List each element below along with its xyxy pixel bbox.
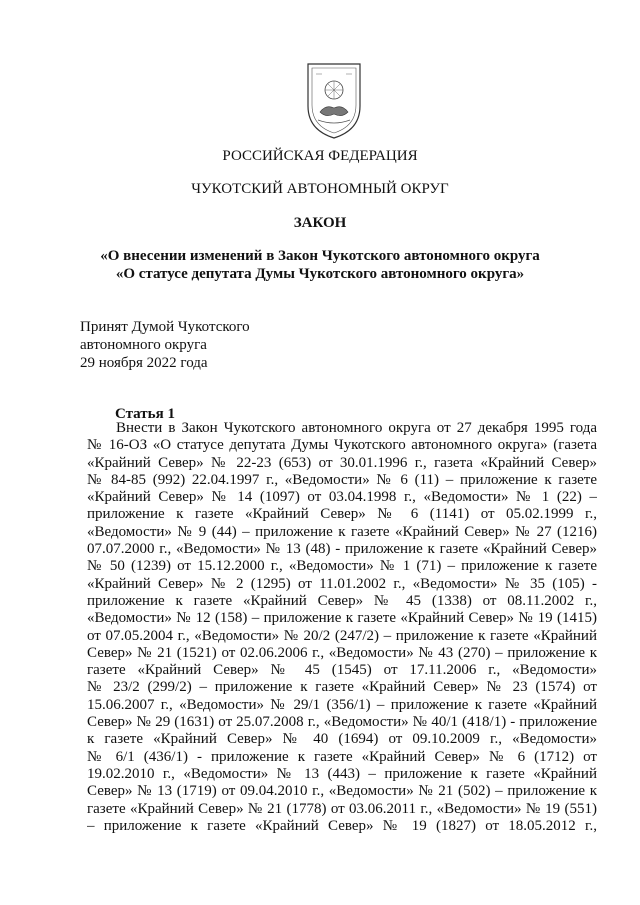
body-line: «Крайний Север» № 22-23 (653) от 30.01.1996 г., газета «Крайний Север» bbox=[87, 454, 597, 471]
body-line: № 84-85 (992) 22.04.1997 г., «Ведомости» № 6 (11) – приложение к газете bbox=[87, 471, 597, 488]
body-line: приложение к газете «Крайний Север» № 6 (1141) от 05.02.1999 г., bbox=[87, 506, 597, 523]
body-line: № 23/2 (299/2) – приложение к газете «Крайний Север» № 23 (1574) от bbox=[87, 679, 597, 696]
body-line: № 16-ОЗ «О статусе депутата Думы Чукотского автономного округа» (газета bbox=[87, 437, 597, 454]
body-line: 15.06.2007 г., «Ведомости» № 29/1 (356/1) – приложение к газете «Крайний bbox=[87, 696, 597, 713]
law-title bbox=[0, 247, 640, 283]
body-line: № 50 (1239) от 15.12.2000 г., «Ведомости» № 1 (71) – приложение к газете bbox=[87, 558, 597, 575]
body-line: газете «Крайний Север» № 45 (1545) от 17.11.2006 г., «Ведомости» bbox=[87, 662, 597, 679]
adoption-line: Принят Думой Чукотского bbox=[80, 319, 250, 335]
body-line: «Крайний Север» № 2 (1295) от 11.01.2002 г., «Ведомости» № 35 (105) - bbox=[87, 575, 597, 592]
body-line: «Крайний Север» № 14 (1097) от 03.04.1998 г., «Ведомости» № 1 (22) – bbox=[87, 489, 597, 506]
coat-of-arms-emblem bbox=[302, 60, 366, 140]
article-heading: Статья 1 bbox=[115, 406, 175, 422]
body-line: – приложение к газете «Крайний Север» № 19 (1827) от 18.05.2012 г., bbox=[87, 817, 597, 834]
country-heading: РОССИЙСКАЯ ФЕДЕРАЦИЯ bbox=[222, 148, 418, 164]
body-line: Север» № 29 (1631) от 25.07.2008 г., «Ведомости» № 40/1 (418/1) - приложение bbox=[87, 714, 597, 731]
body-line: «Ведомости» № 12 (158) – приложение к газете «Крайний Север» № 19 (1415) bbox=[87, 610, 597, 627]
adoption-note bbox=[80, 318, 250, 372]
body-line: от 07.05.2004 г., «Ведомости» № 20/2 (247/2) – приложение к газете «Крайний bbox=[87, 627, 597, 644]
body-line: № 6/1 (436/1) - приложение к газете «Крайний Север» № 6 (1712) от bbox=[87, 748, 597, 765]
article-body bbox=[87, 420, 597, 835]
body-line: 19.02.2010 г., «Ведомости» № 13 (443) – приложение к газете «Крайний bbox=[87, 765, 597, 782]
body-line: 07.07.2000 г., «Ведомости» № 13 (48) - приложение к газете «Крайний Север» bbox=[87, 541, 597, 558]
adoption-line: автономного округа bbox=[80, 337, 207, 353]
body-line: Север» № 13 (1719) от 09.04.2010 г., «Ведомости» № 21 (502) – приложение к bbox=[87, 783, 597, 800]
body-line: Север» № 21 (1521) от 02.06.2006 г., «Ведомости» № 43 (270) – приложение к bbox=[87, 644, 597, 661]
body-line: Внести в Закон Чукотского автономного округа от 27 декабря 1995 года bbox=[116, 420, 597, 436]
body-line: приложение к газете «Крайний Север» № 45 (1338) от 08.11.2002 г., bbox=[87, 592, 597, 609]
adoption-date: 29 ноября 2022 года bbox=[80, 355, 208, 371]
document-type-heading: ЗАКОН bbox=[293, 215, 347, 231]
law-title-line: «О статусе депутата Думы Чукотского автономного округа» bbox=[115, 266, 525, 282]
law-title-line: «О внесении изменений в Закон Чукотского автономного округа bbox=[100, 248, 540, 264]
body-line: газете «Крайний Север» № 21 (1778) от 03.06.2011 г., «Ведомости» № 19 (551) bbox=[87, 800, 597, 817]
body-line: «Ведомости» № 9 (44) – приложение к газете «Крайний Север» № 27 (1216) bbox=[87, 523, 597, 540]
region-heading: ЧУКОТСКИЙ АВТОНОМНЫЙ ОКРУГ bbox=[191, 181, 449, 197]
body-line: к газете «Крайний Север» № 40 (1694) от 09.10.2009 г., «Ведомости» bbox=[87, 731, 597, 748]
